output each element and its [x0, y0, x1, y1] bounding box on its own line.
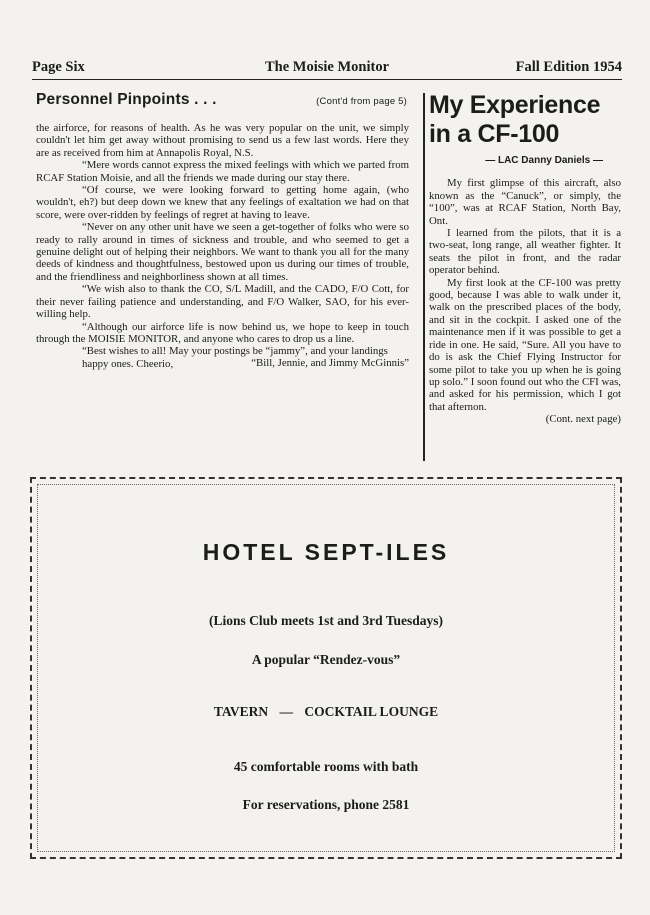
edition-label: Fall Edition 1954 [515, 59, 622, 75]
publication-title: The Moisie Monitor [264, 59, 390, 75]
ad-line-reservations: For reservations, phone 2581 [242, 797, 410, 812]
article-title: Personnel Pinpoints . . . [36, 91, 217, 108]
ad-line-rendezvous: A popular “Rendez-vous” [251, 652, 401, 667]
page-header [32, 57, 622, 80]
ad-separator: — [279, 704, 294, 719]
page-number: Page Six [32, 59, 85, 75]
signature: “Bill, Jennie, and Jimmy McGinnis” [251, 357, 409, 370]
ad-title: HOTEL SEPT-ILES [202, 539, 450, 565]
column-divider [423, 93, 425, 461]
section-title [36, 91, 409, 114]
article-paragraph: “Of course, we were looking forward to getting home again, (who wouldn't, eh?) but deep down we knew that any feelings of exaltation we had on that score, were over-ridden by feelings of regret at having to leave. [36, 184, 409, 221]
continued-from-note: (Cont'd from page 5) [316, 96, 407, 107]
signoff-block [36, 345, 409, 369]
personnel-pinpoints-article [36, 92, 409, 369]
ad-line-lions-club: (Lions Club meets 1st and 3rd Tuesdays) [208, 613, 444, 628]
ad-cocktail-lounge: COCKTAIL LOUNGE [304, 704, 439, 719]
article-title: My Experience in a CF-100 [429, 91, 601, 148]
article-paragraph: I learned from the pilots, that it is a two-seat, long range, all weather fighter. It seats the pilot in front, and the radar operator behind. [429, 227, 621, 277]
ad-line-tavern [32, 704, 620, 720]
article-paragraph: My first look at the CF-100 was pretty good, because I was able to walk under it, walk on the prescribed places of the body, and sit in the cockpit. I asked one of the maintenance men if it was possible to get a ride in one. He said, “Sure. All you have to do is ask the Chief Flying Instructor for some pilot to take you up when he is going up solo.” I soon found out who the CFI was, and asked for his permission, which I got that afternon. [429, 276, 621, 413]
article-paragraph: “Mere words cannot express the mixed feelings with which we parted from RCAF Station Moisie, and all the friends we made during our stay there. [36, 159, 409, 184]
article-paragraph: “Best wishes to all! May your postings be “jammy”, and your landings happy ones. Cheerio, [82, 345, 388, 370]
byline: — LAC Danny Daniels — [485, 155, 603, 166]
article-paragraph: “Although our airforce life is now behind us, we hope to keep in touch through the MOISIE MONITOR, and anyone who cares to drop us a line. [36, 320, 409, 345]
article-paragraph: “Never on any other unit have we seen a get-together of folks who were so ready to rally around in times of sickness and trouble, and who seemed to get a genuine delight out of helping their neighbors. We want to thank you all for the many deeds of kindness and thoughtfulness, bestowed upon us during our times of trouble, and the friendliness and neighborliness shown at all times. [36, 221, 409, 283]
ad-line-rooms: 45 comfortable rooms with bath [233, 759, 419, 774]
ad-tavern: TAVERN [213, 704, 269, 719]
article-paragraph: “We wish also to thank the CO, S/L Madill, and the CADO, F/O Cott, for their never failing patience and understanding, and F/O Walker, SAO, for his ever-willing help. [36, 283, 409, 321]
article-paragraph: My first glimpse of this aircraft, also known as the “Canuck”, or simply, the “100”, was at RCAF Station, North Bay, Ont. [429, 177, 621, 227]
article-paragraph: the airforce, for reasons of health. As he was very popular on the unit, we simply couldn't let him get away without promising to send us a few last words. Here they are as received from him at Annapolis Royal, N.S. [36, 122, 409, 159]
cf100-article [429, 91, 621, 426]
hotel-advertisement [30, 477, 622, 859]
continued-note: (Cont. next page) [545, 413, 621, 426]
